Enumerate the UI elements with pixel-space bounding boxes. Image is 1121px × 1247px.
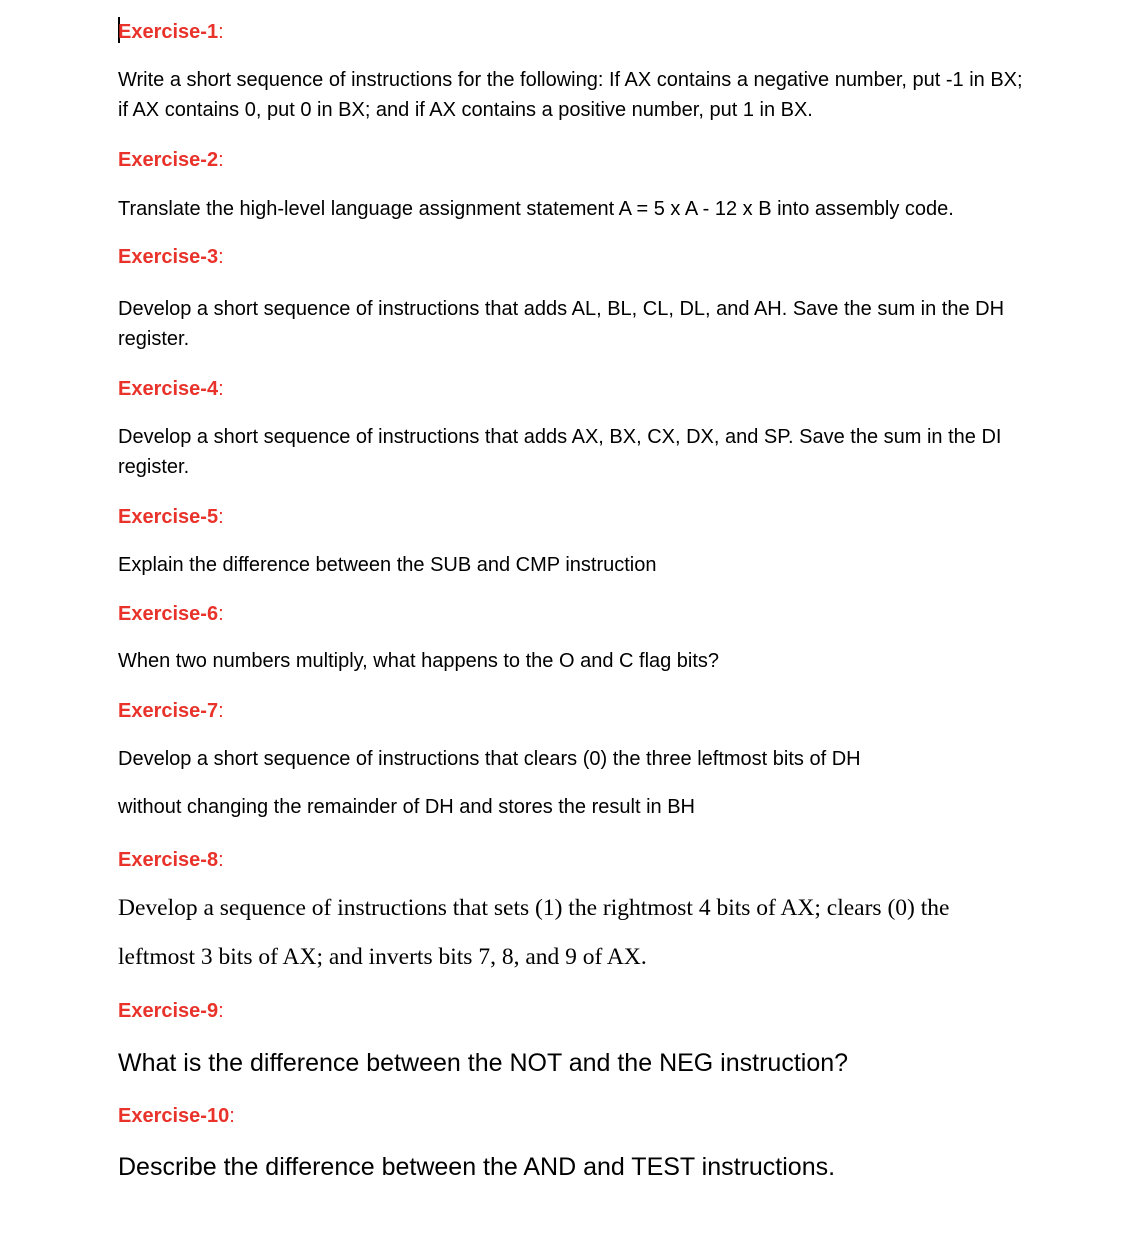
heading-colon: : [218,246,224,268]
exercise-6-heading [118,604,224,624]
exercise-text-line: Describe the difference between the AND and TEST instructions. [118,1153,836,1181]
exercise-2-text [118,194,1108,224]
exercise-heading-label: Exercise-5 [118,506,219,528]
exercise-10-text [118,1151,1108,1183]
exercise-heading-label: Exercise-1 [118,21,219,43]
heading-colon: : [218,378,224,400]
exercise-heading-label: Exercise-3 [118,246,219,268]
exercise-text-line: leftmost 3 bits of AX; and inverts bits 7, 8, and 9 of AX. [118,944,647,970]
heading-colon: : [218,149,224,171]
exercise-text-line: Develop a short sequence of instructions that adds AX, BX, CX, DX, and SP. Save the sum in the DI [118,426,1002,448]
heading-colon: : [218,1000,224,1022]
exercise-4-text [118,422,1108,482]
exercise-text-line: Explain the difference between the SUB and CMP instruction [118,554,657,576]
exercise-8-heading [118,850,224,870]
exercise-text-line: if AX contains 0, put 0 in BX; and if AX contains a positive number, put 1 in BX. [118,99,813,121]
exercise-text-line: without changing the remainder of DH and stores the result in BH [118,796,695,818]
exercise-2-heading [118,150,224,170]
heading-colon: : [218,849,224,871]
exercise-text-line: Develop a short sequence of instructions that clears (0) the three leftmost bits of DH [118,748,861,770]
exercise-heading-label: Exercise-6 [118,603,219,625]
exercise-heading-label: Exercise-10 [118,1105,230,1127]
exercise-text-line: When two numbers multiply, what happens to the O and C flag bits? [118,650,720,672]
exercise-3-text [118,294,1108,354]
exercise-text-line: Write a short sequence of instructions for the following: If AX contains a negative number, put -1 in BX; [118,69,1023,91]
exercise-heading-label: Exercise-7 [118,700,219,722]
exercise-heading-label: Exercise-4 [118,378,219,400]
exercise-text-line: What is the difference between the NOT and the NEG instruction? [118,1049,849,1077]
exercise-3-heading [118,247,224,267]
exercise-1-heading [118,22,224,42]
exercise-1-text [118,65,1108,125]
exercise-4-heading [118,379,224,399]
exercise-6-text [118,646,1108,676]
exercise-text-line: Develop a short sequence of instructions that adds AL, BL, CL, DL, and AH. Save the sum in the DH [118,298,1005,320]
exercise-text-line: register. [118,328,190,350]
exercise-7-heading [118,701,224,721]
exercise-8-text [118,884,1108,982]
exercise-5-text [118,550,1108,580]
exercise-10-heading [118,1106,235,1126]
heading-colon: : [218,21,224,43]
heading-colon: : [218,506,224,528]
heading-colon: : [218,603,224,625]
exercise-heading-label: Exercise-9 [118,1000,219,1022]
exercise-9-text [118,1047,1108,1079]
exercise-7-text-continued [118,792,1108,822]
exercise-text-line: register. [118,456,190,478]
exercise-heading-label: Exercise-8 [118,849,219,871]
exercise-7-text [118,744,1108,774]
exercise-heading-label: Exercise-2 [118,149,219,171]
exercise-5-heading [118,507,224,527]
exercise-text-line: Translate the high-level language assignment statement A = 5 x A - 12 x B into assembly code. [118,198,954,220]
heading-colon: : [229,1105,235,1127]
exercise-text-line: Develop a sequence of instructions that sets (1) the rightmost 4 bits of AX; clears (0) the [118,895,950,921]
exercise-9-heading [118,1001,224,1021]
heading-colon: : [218,700,224,722]
